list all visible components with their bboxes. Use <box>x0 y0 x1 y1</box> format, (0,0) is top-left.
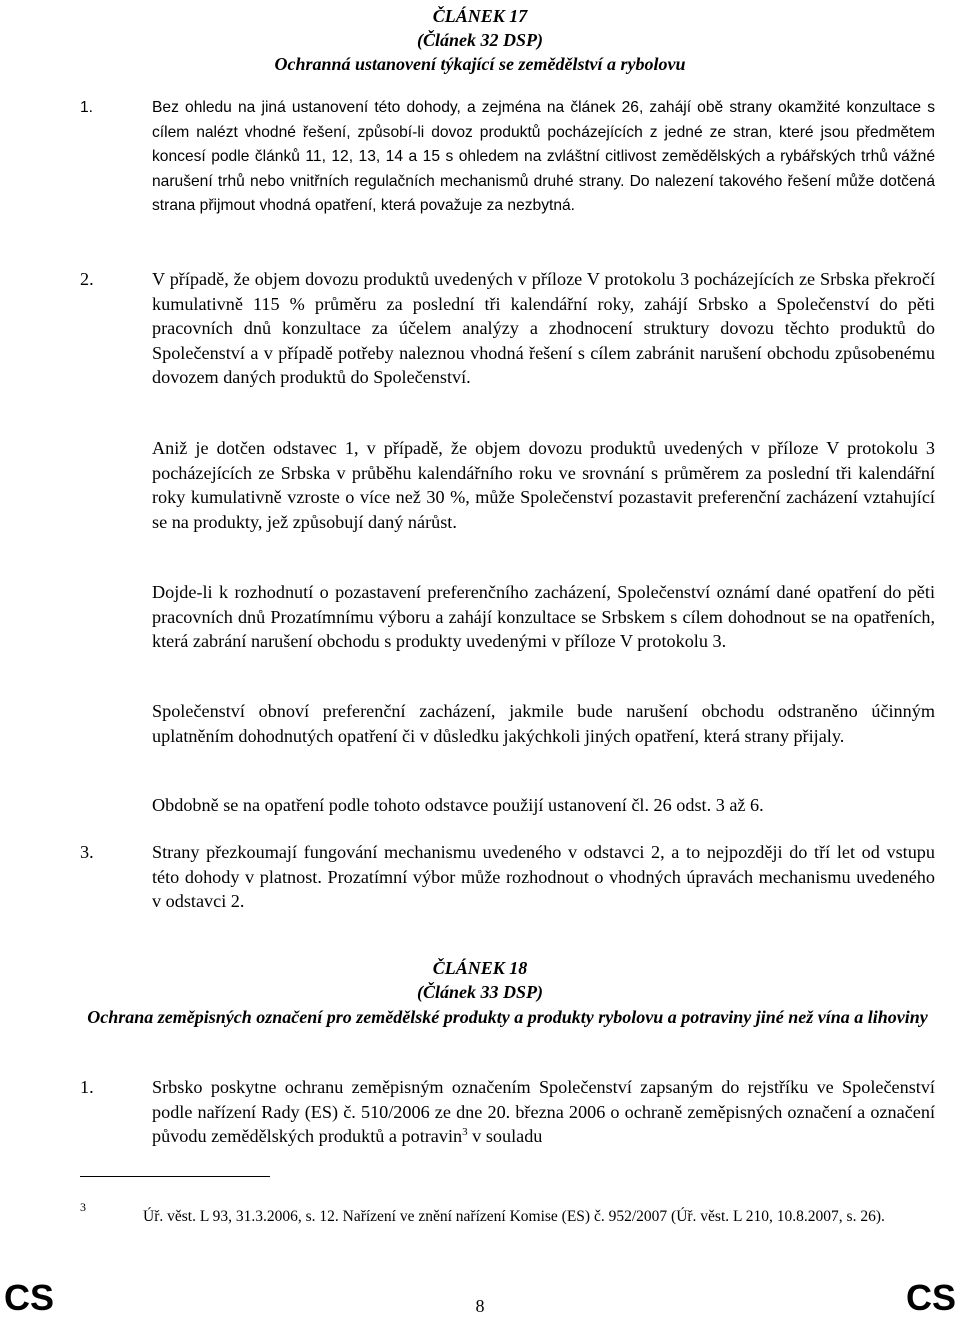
article-17-paragraph-2d: Společenství obnoví preferenční zacházení, jakmile bude narušení obchodu odstraněno účinným uplatněním dohodnutých opatření či v důsledku jakýchkoli jiných opatření, která strany přijaly. <box>152 701 935 746</box>
article-17-heading: ČLÁNEK 17 <box>432 6 528 26</box>
article-17-paragraph-1 <box>152 96 935 219</box>
article-17-paragraph-2e: Obdobně se na opatření podle tohoto odstavce použijí ustanovení čl. 26 odst. 3 až 6. <box>152 795 764 815</box>
footer-language-left: CS <box>4 1277 55 1318</box>
article-18-title: Ochrana zeměpisných označení pro zemědělské produkty a produkty rybolovu a potraviny jiné než vína a lihoviny <box>87 1007 928 1027</box>
article-18-paragraph-1 <box>152 1075 935 1149</box>
paragraph-text: Srbsko poskytne ochranu zeměpisným označením Společenství zapsaným do rejstříku ve Společenství podle nařízení Rady (ES) č. 510/2006 ze dne 20. března 2006 o ochraně zeměpisných označení a označení původu zemědělských produktů a potravin <box>152 1077 935 1147</box>
article-18-heading: ČLÁNEK 18 <box>432 958 528 978</box>
footnote-reference[interactable]: 3 <box>462 1126 468 1139</box>
paragraph-text: v souladu <box>467 1126 543 1147</box>
paragraph-number: 1. <box>80 99 94 116</box>
article-18-subheading: (Článek 33 DSP) <box>417 982 543 1002</box>
paragraph-text: Do nalezení takového řešení může dotčená strana přijmout vhodná opatření, která považuje za nezbytná. <box>152 172 935 215</box>
article-17-paragraph-3: Strany přezkoumají fungování mechanismu uvedeného v odstavci 2, a to nejpozději do tří let od vstupu této dohody v platnost. Prozatímní výbor může rozhodnout o vhodných úpravách mechanismu uvedeného v odstavci 2. <box>152 842 935 912</box>
article-17-title: Ochranná ustanovení týkající se zemědělství a rybolovu <box>274 54 686 74</box>
footer-language-right: CS <box>905 1277 956 1318</box>
article-17-subheading: (Článek 32 DSP) <box>417 30 543 50</box>
footnote-text: Úř. věst. L 93, 31.3.2006, s. 12. Nařízení ve znění nařízení Komise (ES) č. 952/2007 (Úř. věst. L 210, 10.8.2007, s. 26). <box>143 1208 885 1225</box>
article-17-paragraph-2b: Aniž je dotčen odstavec 1, v případě, že objem dovozu produktů uvedených v příloze V protokolu 3 pocházejících ze Srbska v průběhu kalendářního roku ve srovnání s průměrem za poslední tři kalendářní roky kumulativně vzroste o více než 30 %, může Společenství pozastavit preferenční zacházení vztahující se na produkty, jež způsobují daný nárůst. <box>152 438 935 532</box>
article-17-paragraph-2: V případě, že objem dovozu produktů uvedených v příloze V protokolu 3 pocházejících ze Srbska překročí kumulativně 115 % průměru za poslední tři kalendářní roky, zahájí Srbsko a Společenství do pěti pracovních dnů konzultace za účelem analýzy a zhodnocení struktury dovozu těchto produktů do Společenství a v případě potřeby naleznou vhodná řešení s cílem zabránit narušení obchodu způsobenému dovozem daných produktů do Společenství. <box>152 269 935 388</box>
article-17-paragraph-2c: Dojde-li k rozhodnutí o pozastavení preferenčního zacházení, Společenství oznámí dané opatření do pěti pracovních dnů Prozatímnímu výboru a zahájí konzultace se Srbskem s cílem dohodnout se na opatřeních, která zabrání narušení obchodu s produkty uvedenými v příloze V protokolu 3. <box>152 582 935 652</box>
footnote-divider <box>80 1176 270 1177</box>
paragraph-number: 1. <box>80 1077 94 1097</box>
page-number: 8 <box>475 1296 485 1316</box>
paragraph-text: Bez ohledu na jiná ustanovení této dohody, a zejména na článek 26, zahájí obě strany okamžité konzultace s cílem nalézt vhodné řešení, způsobí-li dovoz produktů pocházejících z jedné ze stran, které jsou předmětem koncesí podle článků 11, 12, 13, 14 a 15 s ohledem na zvláštní citlivost zemědělských a rybářských trhů vážné narušení trhů nebo vnitřních regulačních mechanismů druhé strany. <box>152 99 935 190</box>
paragraph-number: 3. <box>80 842 94 862</box>
footnote-mark: 3 <box>80 1200 86 1214</box>
paragraph-number: 2. <box>80 269 94 289</box>
